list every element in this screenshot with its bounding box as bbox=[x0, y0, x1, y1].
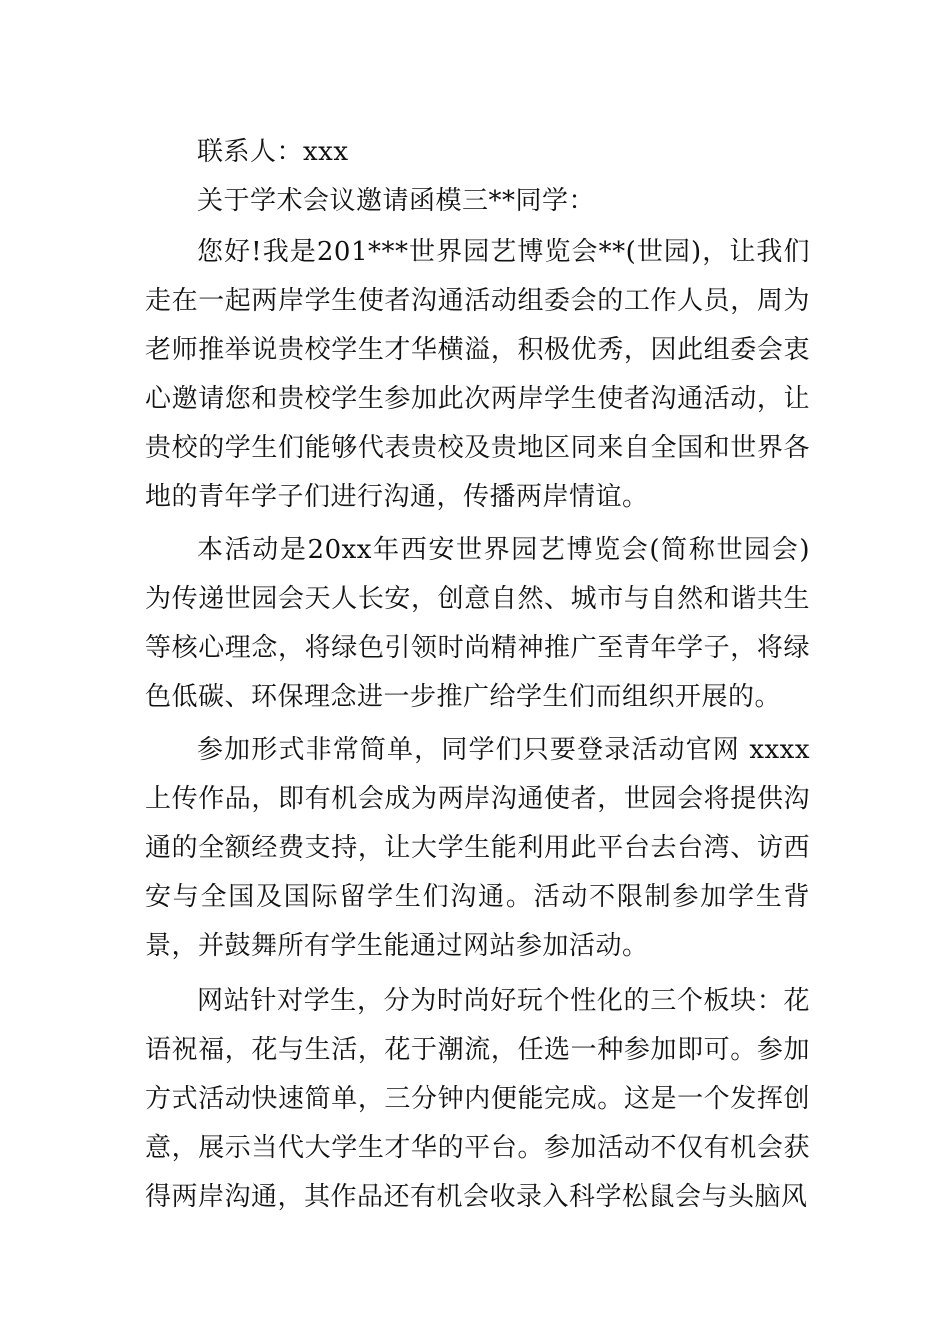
paragraph-activity: 本活动是20xx年西安世界园艺博览会(简称世园会)为传递世园会天人长安，创意自然、城市与自然和谐共生等核心理念，将绿色引领时尚精神推广至青年学子，将绿色低碳、环保理念进一步推广给学生们而组织开展的。 bbox=[145, 535, 810, 712]
greeting-line: 关于学术会议邀请函模三**同学： bbox=[197, 186, 596, 216]
document-body bbox=[145, 128, 810, 1222]
paragraph-participation: 参加形式非常简单，同学们只要登录活动官网 xxxx上传作品，即有机会成为两岸沟通使者，世园会将提供沟通的全额经费支持，让大学生能利用此平台去台湾、访西安与全国及国际留学生们沟通。活动不限制参加学生背景，并鼓舞所有学生能通过网站参加活动。 bbox=[145, 735, 810, 961]
contact-line: 联系人：xxx bbox=[197, 137, 349, 167]
paragraph-website: 网站针对学生，分为时尚好玩个性化的三个板块：花语祝福，花与生活，花于潮流，任选一种参加即可。参加方式活动快速简单，三分钟内便能完成。这是一个发挥创意，展示当代大学生才华的平台。参加活动不仅有机会获得两岸沟通，其作品还有机会收录入科学松鼠会与头脑风 bbox=[145, 986, 810, 1212]
paragraph-intro: 您好!我是201***世界园艺博览会**(世园)，让我们走在一起两岸学生使者沟通活动组委会的工作人员，周为老师推举说贵校学生才华横溢，积极优秀，因此组委会衷心邀请您和贵校学生参加此次两岸学生使者沟通活动，让贵校的学生们能够代表贵校及贵地区同来自全国和世界各地的青年学子们进行沟通，传播两岸情谊。 bbox=[145, 237, 810, 512]
